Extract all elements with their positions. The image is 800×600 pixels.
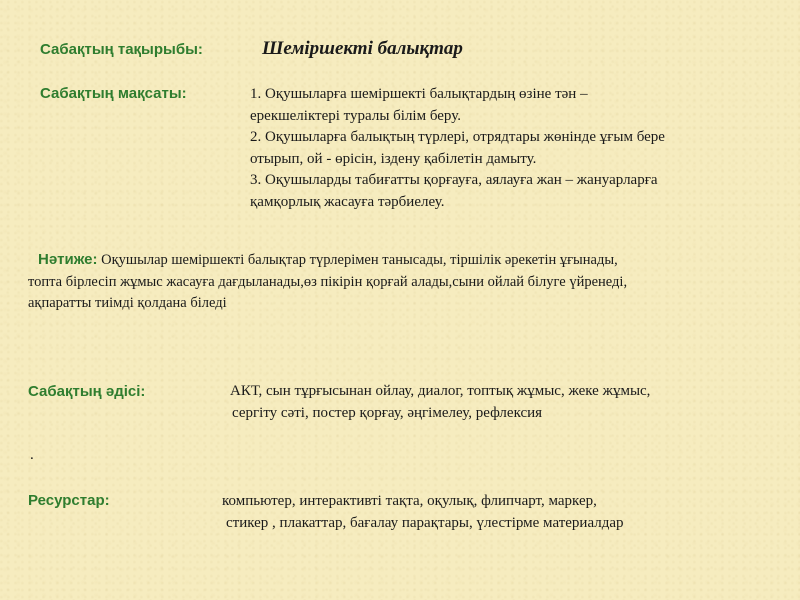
result-first-line [28,249,627,272]
resources-label: Ресурстар: [28,492,110,509]
resources-line: компьютер, интерактивті тақта, оқулық, флипчарт, маркер, [222,493,597,509]
goal-line: ерекшеліктері туралы білім беру. [250,107,461,124]
topic-label: Сабақтың тақырыбы: [40,41,203,58]
method-label: Сабақтың әдісі: [28,383,146,400]
result-line: Оқушылар шеміршекті балықтар түрлерімен танысады, тіршілік әрекетін ұғынады, [97,252,618,268]
result-line: топта бірлесіп жұмыс жасауға дағдыланады,өз пікірін қорғай алады,сыни ойлай білуге үйренеді, [28,273,628,290]
goal-line: 1. Оқушыларға шеміршекті балықтардың өзіне тән – [250,86,588,102]
goal-line: отырып, ой - өрісін, іздену қабілетін дамыту. [250,150,537,167]
goal-label: Сабақтың мақсаты: [40,85,187,102]
goal-line: 3. Оқушыларды табиғатты қорғауға, аялауға жан – жануарларға [250,172,658,188]
method-text-block [230,381,650,424]
method-line: сергіту сәті, постер қорғау, әңгімелеу, рефлексия [232,404,543,421]
result-label: Нәтиже: [38,251,98,268]
goal-line: қамқорлық жасауға тәрбиелеу. [250,193,445,210]
resources-line: стикер , плакаттар, бағалау парақтары, үлестірме материалдар [226,514,624,531]
resources-text-block [222,491,624,534]
result-block [28,249,627,315]
result-line: ақпаратты тиімді қолдана біледі [28,295,227,311]
goal-line: 2. Оқушыларға балықтың түрлері, отрядтары жөнінде ұғым бере [250,129,665,145]
separator-dot: . [30,447,34,463]
topic-title: Шеміршекті балықтар [262,38,463,59]
method-line: АКТ, сын тұрғысынан ойлау, диалог, топтық жұмыс, жеке жұмыс, [230,383,651,399]
goal-text-block [250,84,665,213]
